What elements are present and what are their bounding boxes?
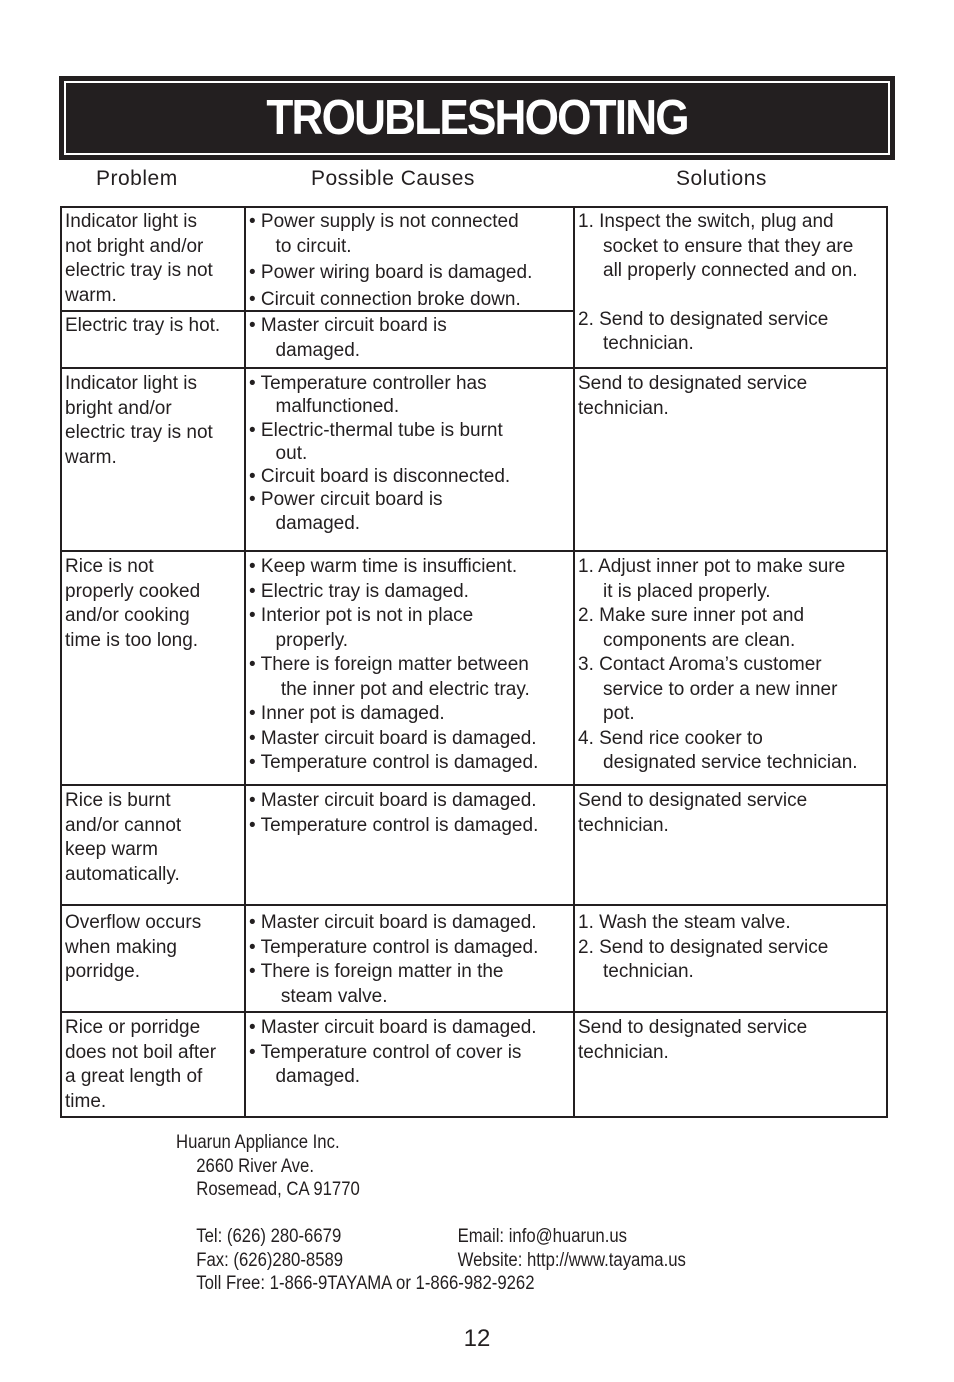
causes-cell (244, 787, 573, 838)
solution-text: Send to designated service technician. (578, 1017, 808, 1063)
problem-cell (60, 312, 244, 339)
cause-item: • There is foreign matter in the steam valve. (249, 961, 504, 1007)
cause-item: • Power supply is not connected to circuit. (249, 211, 519, 257)
problem-text: Rice or porridge does not boil after a great length of time. (65, 1017, 217, 1112)
cause-item: • Temperature control is damaged. (249, 814, 539, 836)
solution-item: 3. Contact Aroma’s customer service to order a new inner pot. (578, 654, 838, 724)
column-divider (573, 206, 575, 1118)
problem-cell (60, 553, 244, 653)
column-divider (244, 206, 246, 1118)
solution-item: 2. Send to designated service technician. (578, 936, 829, 982)
cause-item: • Master circuit board is damaged. (249, 315, 447, 361)
row-divider (60, 367, 888, 369)
cause-item: • Circuit connection broke down. (249, 288, 521, 310)
page-number: 12 (463, 1325, 491, 1352)
causes-cell (244, 1014, 573, 1090)
cause-item: • Inner pot is damaged. (249, 703, 445, 724)
table-border-right (886, 206, 888, 1118)
solution-item: 1. Inspect the switch, plug and socket to ensure that they are all properly connected and on. (578, 211, 858, 281)
solution-item: 2. Send to designated service technician. (578, 308, 829, 354)
cause-item: • Electric-thermal tube is burnt out. (249, 419, 503, 464)
cause-item: • Master circuit board is damaged. (249, 1017, 537, 1038)
cause-item: • Keep warm time is insufficient. (249, 556, 518, 577)
telephone: Tel: (626) 280-6679 (196, 1226, 342, 1247)
causes-cell (244, 370, 573, 535)
cause-item: • Master circuit board is damaged. (249, 790, 537, 811)
solution-item: 2. Make sure inner pot and components are clean. (578, 605, 805, 651)
solutions-cell (573, 370, 888, 421)
problem-text: Electric tray is hot. (65, 315, 221, 336)
causes-cell (244, 208, 573, 312)
cause-item: • There is foreign matter between the inner pot and electric tray. (249, 654, 530, 700)
page-title: TROUBLESHOOTING (266, 91, 688, 145)
solution-text: Send to designated service technician. (578, 373, 808, 419)
row-divider (60, 550, 888, 552)
solution-text: Send to designated service technician. (578, 790, 808, 836)
title-banner (59, 76, 895, 160)
solution-item: 1. Wash the steam valve. (578, 912, 791, 933)
row-divider (60, 1011, 888, 1013)
cause-item: • Power wiring board is damaged. (249, 262, 533, 283)
table-border-top (60, 206, 888, 208)
solution-item: 1. Adjust inner pot to make sure it is placed properly. (578, 556, 846, 602)
problem-text: Indicator light is bright and/or electric tray is not warm. (65, 373, 213, 468)
title-frame (64, 81, 890, 155)
problem-cell (60, 208, 244, 308)
cause-item: • Temperature controller has malfunctioned. (249, 373, 487, 418)
solutions-cell (573, 787, 888, 838)
fax: Fax: (626)280-8589 (196, 1249, 344, 1271)
problem-text: Rice is not properly cooked and/or cooking time is too long. (65, 556, 201, 651)
problem-text: Rice is burnt and/or cannot keep warm automatically. (65, 790, 182, 885)
solutions-cell (573, 208, 888, 357)
problem-text: Overflow occurs when making porridge. (65, 912, 202, 982)
row-divider (60, 784, 888, 786)
cause-item: • Power circuit board is damaged. (249, 489, 443, 534)
company-contact-block (176, 1131, 686, 1296)
problem-text: Indicator light is not bright and/or electric tray is not warm. (65, 211, 213, 306)
toll-free: Toll Free: 1-866-9TAYAMA or 1-866-982-9262 (196, 1273, 535, 1294)
street-address: 2660 River Ave. (196, 1155, 314, 1177)
cause-item: • Circuit board is disconnected. (249, 466, 511, 488)
problem-cell (60, 909, 244, 985)
header-problem: Problem (96, 167, 178, 190)
row-divider (60, 310, 573, 312)
cause-item: • Electric tray is damaged. (249, 580, 469, 602)
problem-cell (60, 787, 244, 887)
cause-item: • Master circuit board is damaged. (249, 727, 537, 749)
header-solutions: Solutions (676, 167, 767, 190)
cause-item: • Interior pot is not in place properly. (249, 605, 474, 651)
solutions-cell (573, 909, 888, 985)
causes-cell (244, 312, 573, 363)
cause-item: • Temperature control is damaged. (249, 752, 539, 773)
website: Website: http://www.tayama.us (457, 1249, 686, 1271)
solution-item: 4. Send rice cooker to designated service technician. (578, 727, 858, 773)
problem-cell (60, 1014, 244, 1114)
city-address: Rosemead, CA 91770 (196, 1179, 360, 1200)
causes-cell (244, 553, 573, 776)
solutions-cell (573, 553, 888, 776)
company-name: Huarun Appliance Inc. (176, 1132, 340, 1153)
email: Email: info@huarun.us (457, 1226, 627, 1247)
cause-item: • Temperature control of cover is damaged. (249, 1041, 522, 1087)
header-causes: Possible Causes (311, 167, 475, 190)
solutions-cell (573, 1014, 888, 1065)
table-border-bottom (60, 1116, 888, 1118)
causes-cell (244, 909, 573, 1009)
row-divider (60, 904, 888, 906)
cause-item: • Master circuit board is damaged. (249, 912, 537, 933)
cause-item: • Temperature control is damaged. (249, 936, 539, 958)
problem-cell (60, 370, 244, 470)
table-border-left (60, 206, 62, 1118)
